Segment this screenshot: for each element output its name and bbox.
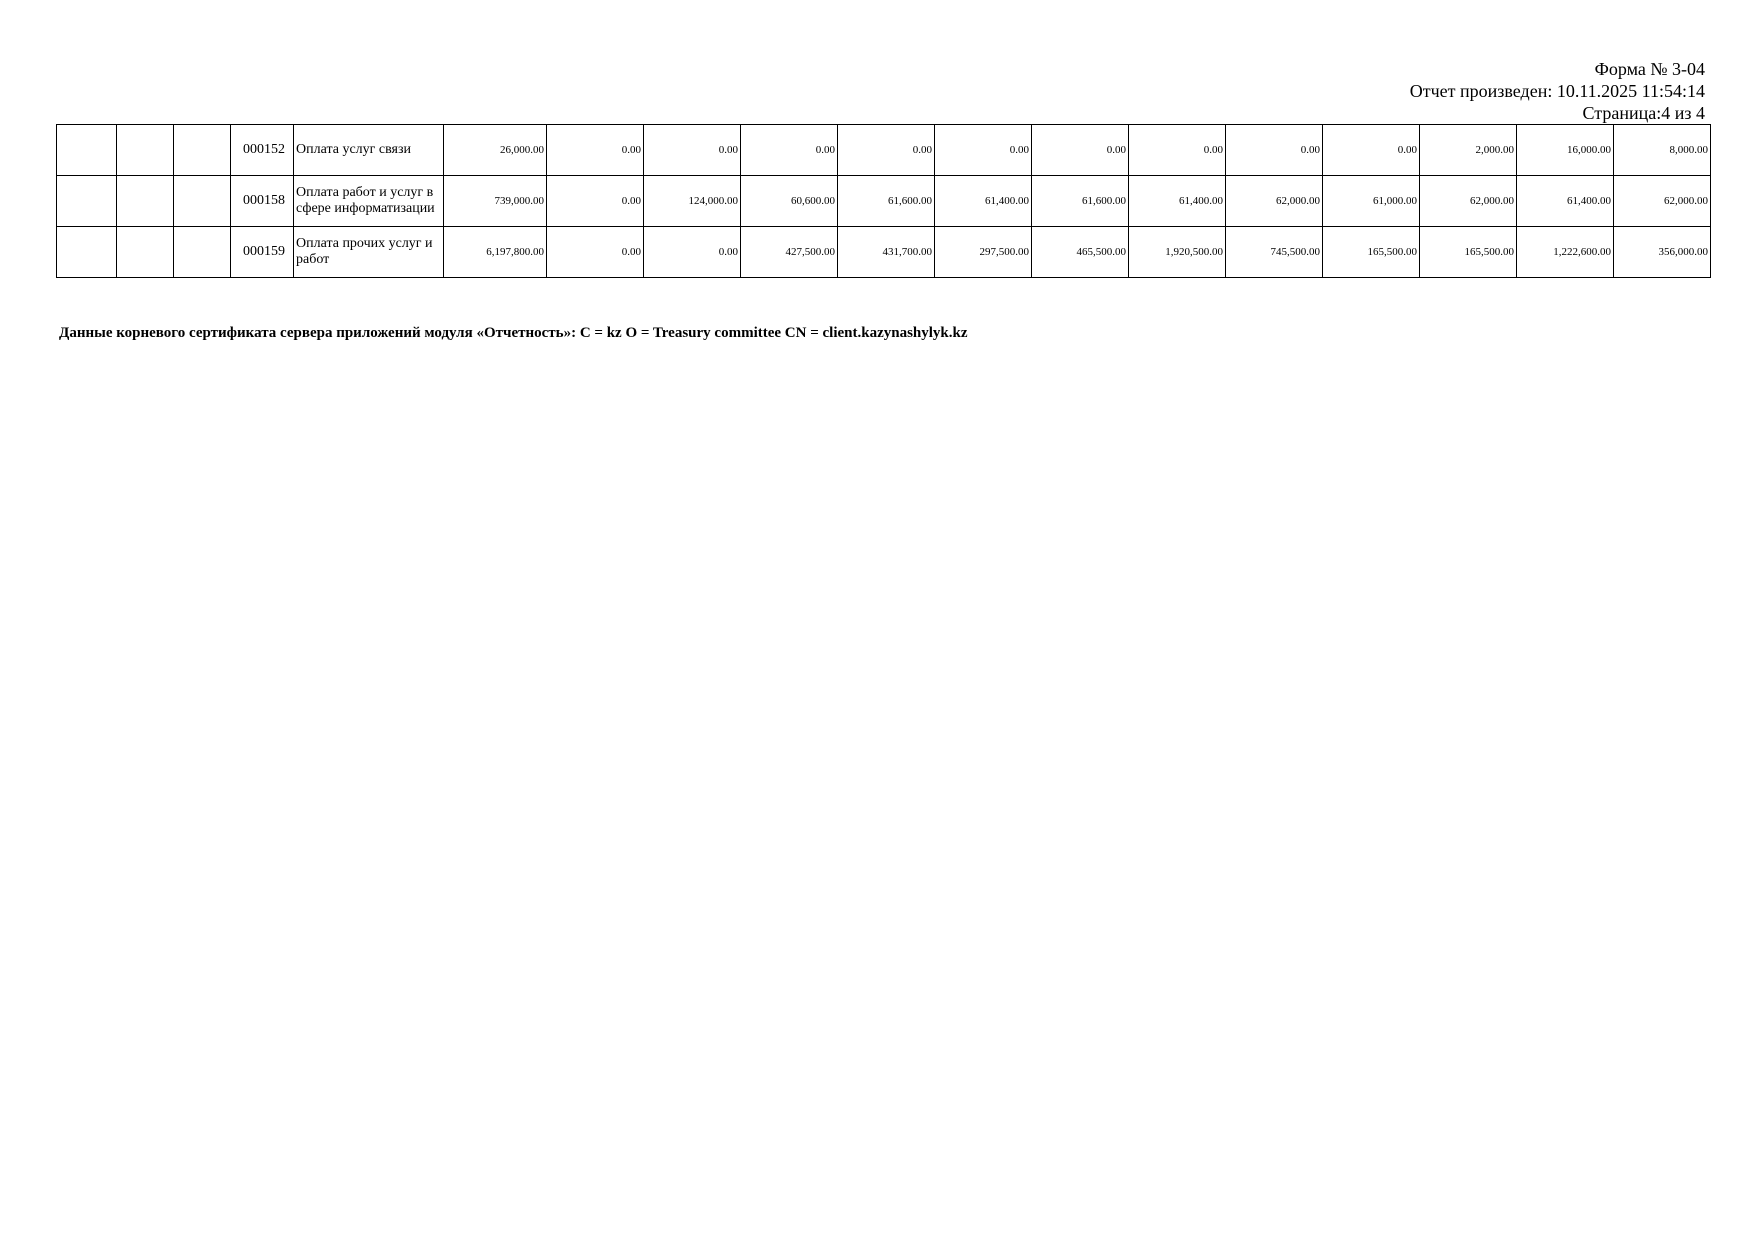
empty-cell — [174, 227, 231, 278]
value-cell: 61,400.00 — [1517, 176, 1614, 227]
value-cell: 1,920,500.00 — [1129, 227, 1226, 278]
value-cell: 61,000.00 — [1323, 176, 1420, 227]
value-cell: 0.00 — [1129, 125, 1226, 176]
report-generated: Отчет произведен: 10.11.2025 11:54:14 — [1409, 81, 1705, 101]
row-name: Оплата услуг связи — [294, 125, 444, 176]
value-cell: 26,000.00 — [444, 125, 547, 176]
value-cell: 0.00 — [1226, 125, 1323, 176]
value-cell: 124,000.00 — [644, 176, 741, 227]
empty-cell — [174, 176, 231, 227]
value-cell: 0.00 — [547, 125, 644, 176]
empty-cell — [57, 176, 117, 227]
value-cell: 356,000.00 — [1614, 227, 1711, 278]
table-row — [57, 125, 1711, 176]
empty-cell — [117, 176, 174, 227]
row-code: 000158 — [231, 176, 294, 227]
value-cell: 745,500.00 — [1226, 227, 1323, 278]
value-cell: 0.00 — [838, 125, 935, 176]
value-cell: 61,600.00 — [838, 176, 935, 227]
value-cell: 0.00 — [1032, 125, 1129, 176]
row-name: Оплата работ и услуг в сфере информатизации — [294, 176, 444, 227]
report-header — [1410, 58, 1705, 124]
value-cell: 8,000.00 — [1614, 125, 1711, 176]
value-cell: 0.00 — [547, 176, 644, 227]
empty-cell — [57, 125, 117, 176]
value-cell: 61,600.00 — [1032, 176, 1129, 227]
value-cell: 0.00 — [1323, 125, 1420, 176]
value-cell: 0.00 — [935, 125, 1032, 176]
value-cell: 16,000.00 — [1517, 125, 1614, 176]
report-table — [56, 124, 1711, 278]
value-cell: 0.00 — [741, 125, 838, 176]
value-cell: 2,000.00 — [1420, 125, 1517, 176]
row-code: 000152 — [231, 125, 294, 176]
value-cell: 427,500.00 — [741, 227, 838, 278]
row-name: Оплата прочих услуг и работ — [294, 227, 444, 278]
empty-cell — [117, 227, 174, 278]
value-cell: 165,500.00 — [1323, 227, 1420, 278]
table-body — [57, 125, 1711, 278]
empty-cell — [57, 227, 117, 278]
value-cell: 465,500.00 — [1032, 227, 1129, 278]
empty-cell — [117, 125, 174, 176]
certificate-note: Данные корневого сертификата сервера приложений модуля «Отчетность»: C = kz O = Treasury committee CN = client.kazynashylyk.kz — [59, 325, 968, 341]
value-cell: 1,222,600.00 — [1517, 227, 1614, 278]
value-cell: 0.00 — [547, 227, 644, 278]
empty-cell — [174, 125, 231, 176]
table-row — [57, 227, 1711, 278]
value-cell: 739,000.00 — [444, 176, 547, 227]
value-cell: 62,000.00 — [1226, 176, 1323, 227]
value-cell: 62,000.00 — [1614, 176, 1711, 227]
form-number: Форма № 3-04 — [1594, 59, 1705, 79]
page-indicator: Страница:4 из 4 — [1582, 103, 1705, 123]
value-cell: 0.00 — [644, 125, 741, 176]
value-cell: 61,400.00 — [1129, 176, 1226, 227]
value-cell: 431,700.00 — [838, 227, 935, 278]
value-cell: 6,197,800.00 — [444, 227, 547, 278]
value-cell: 0.00 — [644, 227, 741, 278]
table-row — [57, 176, 1711, 227]
value-cell: 60,600.00 — [741, 176, 838, 227]
value-cell: 61,400.00 — [935, 176, 1032, 227]
value-cell: 165,500.00 — [1420, 227, 1517, 278]
value-cell: 62,000.00 — [1420, 176, 1517, 227]
row-code: 000159 — [231, 227, 294, 278]
value-cell: 297,500.00 — [935, 227, 1032, 278]
